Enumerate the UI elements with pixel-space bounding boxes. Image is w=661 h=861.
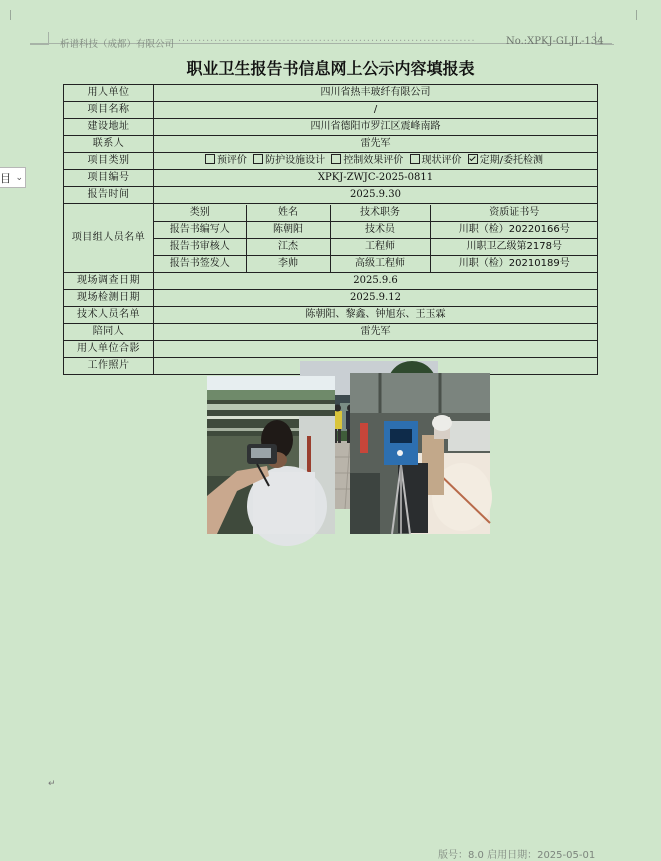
- checkbox-icon: [410, 154, 420, 164]
- row-contact: [64, 136, 598, 153]
- header-company: 析谱科技（成都）有限公司: [60, 39, 175, 50]
- row-project-name: [64, 102, 598, 119]
- category-options: [154, 153, 598, 170]
- project-name-value: /: [154, 102, 598, 119]
- header-doc-number: No.:XPKJ-GLJL-134: [506, 36, 604, 47]
- team-row: [154, 238, 598, 255]
- team-name: 陈朝阳: [246, 221, 330, 238]
- checkbox-icon: [331, 154, 341, 164]
- report-form-table: [63, 84, 598, 375]
- team-role: 报告书审核人: [154, 238, 246, 255]
- team-row: [154, 255, 598, 272]
- side-dropdown-label: 目: [0, 172, 11, 185]
- team-name: 李帅: [246, 255, 330, 272]
- work-photos-cell: [154, 358, 598, 375]
- team-role: 报告书编写人: [154, 221, 246, 238]
- footer-version: 版号：8.0 启用日期：2025-05-01: [438, 850, 596, 861]
- report-time-label: 报告时间: [64, 187, 154, 204]
- checkbox-checked-icon: [468, 154, 478, 164]
- technicians-value: 陈朝阳、黎鑫、钟旭东、王玉霖: [154, 307, 598, 324]
- escort-label: 陪同人: [64, 324, 154, 341]
- escort-value: 雷先军: [154, 324, 598, 341]
- team-header-role: 类别: [154, 205, 246, 222]
- team-row: [154, 221, 598, 238]
- page-corner-left: [0, 10, 11, 20]
- chevron-down-icon: ⌄: [15, 173, 23, 183]
- test-date-value: 2025.9.12: [154, 290, 598, 307]
- project-no-value: XPKJ-ZWJC-2025-0811: [154, 170, 598, 187]
- work-photo-left: [207, 376, 335, 534]
- work-photo-left-image: [207, 376, 335, 534]
- work-photo-right: [350, 373, 490, 534]
- page-corner-right: [636, 10, 647, 20]
- team-cert: 川职（检）20210189号: [430, 255, 598, 272]
- group-photo-cell: [154, 341, 598, 358]
- team-title: 高级工程师: [330, 255, 430, 272]
- category-option[interactable]: 预评价: [205, 155, 247, 166]
- team-cert: 川职（检）20220166号: [430, 221, 598, 238]
- survey-date-value: 2025.9.6: [154, 273, 598, 290]
- address-label: 建设地址: [64, 119, 154, 136]
- row-group-photo: [64, 341, 598, 358]
- header-leader-dots: ··········································································: [178, 36, 476, 47]
- checkbox-icon: [253, 154, 263, 164]
- row-test-date: [64, 290, 598, 307]
- category-option[interactable]: 控制效果评价: [331, 155, 403, 166]
- contact-value: 雷先军: [154, 136, 598, 153]
- team-header-cert: 资质证书号: [430, 205, 598, 222]
- work-photo-right-image: [350, 373, 490, 534]
- row-category: [64, 153, 598, 170]
- project-name-label: 项目名称: [64, 102, 154, 119]
- team-table-cell: [154, 204, 598, 273]
- team-name: 江杰: [246, 238, 330, 255]
- category-option-checked[interactable]: 定期/委托检测: [468, 155, 543, 166]
- team-title: 工程师: [330, 238, 430, 255]
- row-survey-date: [64, 273, 598, 290]
- row-address: [64, 119, 598, 136]
- team-header-row: [154, 205, 598, 222]
- address-value: 四川省德阳市罗江区震峰南路: [154, 119, 598, 136]
- team-header-title: 技术职务: [330, 205, 430, 222]
- team-table: [154, 205, 598, 272]
- team-cert: 川职卫乙级第2178号: [430, 238, 598, 255]
- employer-value: 四川省热丰玻纤有限公司: [154, 85, 598, 102]
- test-date-label: 现场检测日期: [64, 290, 154, 307]
- document-title: 职业卫生报告书信息网上公示内容填报表: [186, 59, 475, 78]
- row-report-time: [64, 187, 598, 204]
- row-escort: [64, 324, 598, 341]
- group-photo-label: 用人单位合影: [64, 341, 154, 358]
- employer-label: 用人单位: [64, 85, 154, 102]
- paragraph-mark-icon: ↵: [48, 779, 56, 789]
- category-option[interactable]: 防护设施设计: [253, 155, 325, 166]
- row-work-photos: [64, 358, 598, 375]
- row-project-no: [64, 170, 598, 187]
- team-role: 报告书签发人: [154, 255, 246, 272]
- report-time-value: 2025.9.30: [154, 187, 598, 204]
- team-label: 项目组人员名单: [64, 204, 154, 273]
- technicians-label: 技术人员名单: [64, 307, 154, 324]
- contact-label: 联系人: [64, 136, 154, 153]
- survey-date-label: 现场调查日期: [64, 273, 154, 290]
- side-dropdown[interactable]: [0, 167, 26, 188]
- team-title: 技术员: [330, 221, 430, 238]
- project-no-label: 项目编号: [64, 170, 154, 187]
- category-label: 项目类别: [64, 153, 154, 170]
- checkbox-icon: [205, 154, 215, 164]
- row-employer: [64, 85, 598, 102]
- team-header-name: 姓名: [246, 205, 330, 222]
- category-option[interactable]: 现状评价: [410, 155, 462, 166]
- row-technicians: [64, 307, 598, 324]
- row-team: [64, 204, 598, 273]
- work-photos-label: 工作照片: [64, 358, 154, 375]
